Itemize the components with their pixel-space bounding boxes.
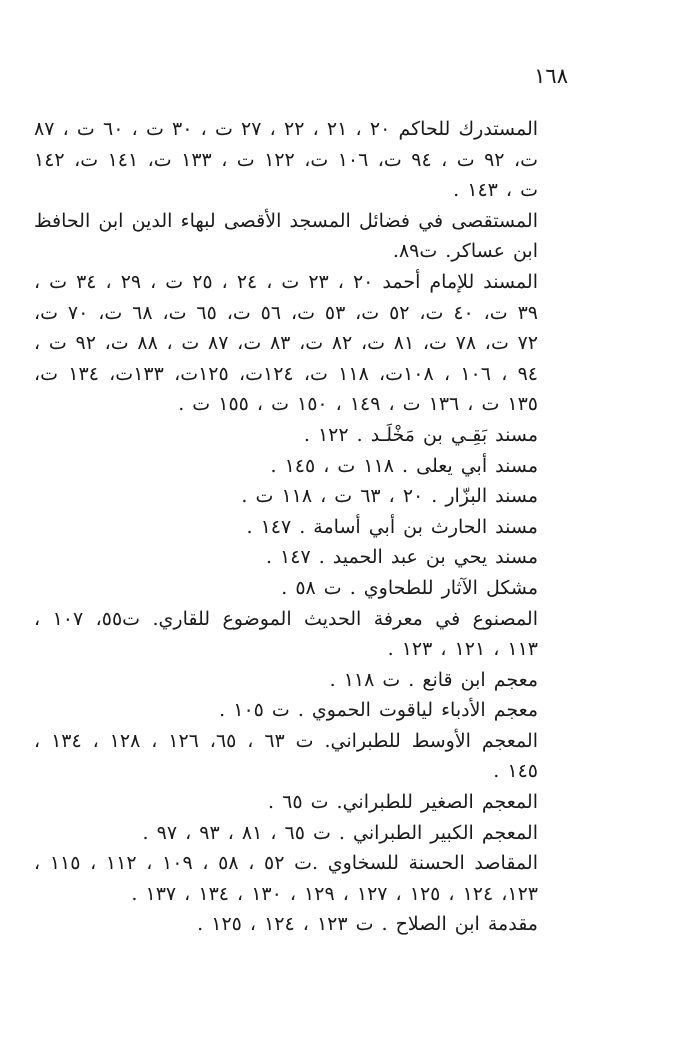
index-entry-mujam-kabir: المعجم الكبير الطبراني . ت ٦٥ ، ٨١ ، ٩٣ ، ٩٧ . — [142, 821, 538, 844]
index-entry-mujam-ibn-qani: معجم ابن قانع . ت ١١٨ . — [329, 668, 538, 691]
index-entry-musnad-ahmad: المسند للإمام أحمد ٢٠ ، ٢٣ ت ، ٢٤ ، ٢٥ ت ، ٢٩ ، ٣٤ ت ، ٣٩ ت، ٤٠ ت، ٥٢ ت، ٥٣ ت، ٥٦ ت، ٦٥ ت، ٦٨ ت، ٧٠ ت، ٧٢ ت، ٧٨ ت، ٨١ ت، ٨٢ ت، ٨٣ ت، ٨٧ ت ، ٨٨ ت، ٩٢ ت ، ٩٤ ، ١٠٦ ، ١٠٨ت، ١١٨ ت، ١٢٤ت، ١٢٥ت، ١٣٣ت، ١٣٤ ت، ١٣٥ ت ، ١٣٦ ت ، ١٤٩ ، ١٥٠ ت ، ١٥٥ ت . — [34, 270, 539, 416]
index-entry-maqasid-hasana: المقاصد الحسنة للسخاوي .ت ٥٢ ، ٥٨ ، ١٠٩ ، ١١٢ ، ١١٥ ، ١٢٣، ١٢٤ ، ١٢٥ ، ١٢٧ ، ١٢٩ ، ١٣٠ ، ١٣٤ ، ١٣٧ . — [34, 852, 538, 905]
index-entry-mustadrak: المستدرك للحاكم ٢٠ ، ٢١ ، ٢٢ ، ٢٧ ت ، ٣٠ ت ، ٦٠ ت ، ٨٧ ت، ٩٢ ت ، ٩٤ ت، ١٠٦ ت، ١٢٢ ت ، ١٣٣ ت، ١٤١ ت، ١٤٢ ت ، ١٤٣ . — [34, 118, 539, 202]
index-entry-musnad-harith: مسند الحارث بن أبي أسامة . ١٤٧ . — [246, 515, 538, 538]
index-entry-muqaddimat-ibn-salah: مقدمة ابن الصلاح . ت ١٢٣ ، ١٢٤ ، ١٢٥ . — [197, 913, 538, 936]
index-entry-mushkil-athar: مشكل الآثار للطحاوي . ت ٥٨ . — [281, 576, 538, 599]
index-entry-masnu: المصنوع في معرفة الحديث الموضوع للقاري. ت٥٥، ١٠٧ ، ١١٣ ، ١٢١ ، ١٢٣ . — [34, 607, 539, 661]
index-entry-musnad-yahya: مسند يحي بن عبد الحميد . ١٤٧ . — [265, 546, 538, 569]
index-entry-musnad-bazzar: مسند البزّار . ٢٠ ، ٦٣ ت ، ١١٨ ت . — [241, 485, 538, 508]
page-number: ١٦٨ — [534, 64, 568, 88]
index-entry-musnad-baqi: مسند بَقِـي بن مَخْلَـد . ١٢٢ . — [303, 423, 538, 446]
index-entry-mujam-saghir: المعجم الصغير للطبراني. ت ٦٥ . — [268, 791, 538, 814]
index-entry-mustaqsa: المستقصى في فضائل المسجد الأقصى لبهاء الدين ابن الحافظ ابن عساكر. ت٨٩. — [34, 209, 538, 263]
index-entry-mujam-awsat: المعجم الأوسط للطبراني. ت ٦٣ ، ٦٥، ١٢٦ ، ١٢٨ ، ١٣٤ ، ١٤٥ . — [34, 729, 539, 783]
index-entry-mujam-udaba: معجم الأدباء لياقوت الحموي . ت ١٠٥ . — [219, 699, 538, 722]
index-entries — [34, 114, 538, 940]
index-entry-musnad-abi-yala: مسند أبي يعلى . ١١٨ ت ، ١٤٥ . — [270, 454, 538, 477]
